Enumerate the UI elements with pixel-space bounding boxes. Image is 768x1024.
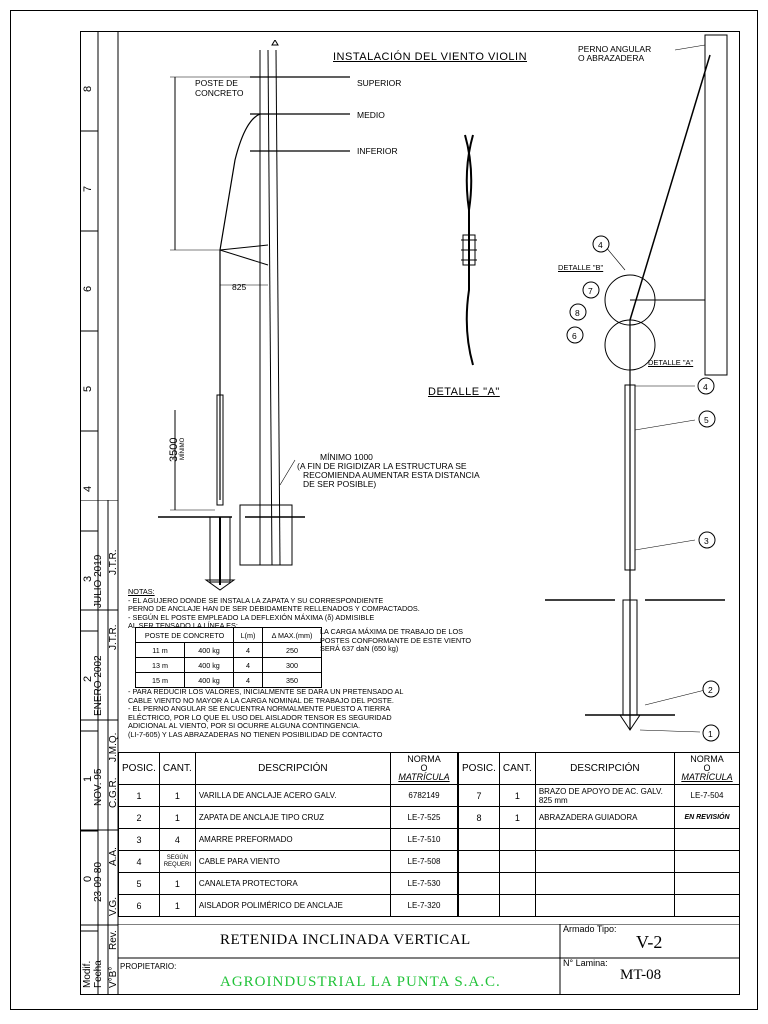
bom-cell: VARILLA DE ANCLAJE ACERO GALV. [195,785,390,807]
poste-label: POSTE DE CONCRETO [195,78,244,98]
load-cell: 4 [234,658,263,673]
bom-cell: LE-7-508 [391,851,458,873]
bom-cell: ZAPATA DE ANCLAJE TIPO CRUZ [195,807,390,829]
note-line: - EL AGUJERO DONDE SE INSTALA LA ZAPATA Y SU CORRESPONDIENTE [128,595,384,605]
carga-line: POSTES CONFORMANTE DE ESTE VIENTO [320,635,472,645]
dim-3500: 3500 [168,437,180,462]
bom-cell: 5 [119,873,160,895]
load-cell: 400 kg [185,673,234,688]
norma-line: O [420,763,428,773]
perno-label: O ABRAZADERA [578,53,645,63]
propietario-label: PROPIETARIO: [120,962,177,971]
notes-title: NOTAS: [128,587,155,596]
callout-4b: 4 [703,382,708,392]
bom-cell: CABLE PARA VIENTO [195,851,390,873]
rev-fecha: NOV. 95 [93,768,104,806]
note-line: AL SER TENSADO LA LÍNEA ES: [128,621,238,631]
bom-cell: AISLADOR POLIMÉRICO DE ANCLAJE [195,895,390,917]
bom-cell: 2 [119,807,160,829]
load-cell: 400 kg [185,658,234,673]
bom-header-desc: DESCRIPCIÓN [195,753,390,785]
rev-label-modif: Modif. [82,960,93,988]
detalle-b-label: DETALLE "B" [558,263,604,272]
callout-5: 5 [704,415,709,425]
table-row [119,873,458,895]
norma-line: NORMA [690,754,724,764]
bom-header-posic: POSIC. [459,753,500,785]
load-cell: 300 [263,658,322,673]
carga-line: SERÁ 637 daN (650 kg) [320,644,399,654]
rev-fecha: JULIO 2019 [93,554,104,608]
bom-cell: BRAZO DE APOYO DE AC. GALV. 825 mm [535,785,674,807]
detalle-a-drawing [455,130,485,370]
table-row [459,807,740,829]
bom-cell: 1 [499,785,535,807]
medio-label: MEDIO [357,110,385,120]
grid-number: 2 [82,675,94,682]
grid-number: 8 [82,85,94,92]
superior-label: SUPERIOR [357,78,402,88]
bom-cell: LE-7-530 [391,873,458,895]
callout-2: 2 [708,685,713,695]
carga-note [320,628,670,654]
load-header: L(m) [234,628,263,643]
load-header: Δ MAX.(mm) [263,628,322,643]
carga-line: LA CARGA MÁXIMA DE TRABAJO DE LOS [320,627,464,636]
grid-number: 1 [82,775,94,782]
bom-cell: AMARRE PREFORMADO [195,829,390,851]
rev-fecha: 23-09-80 [93,861,104,902]
note-line: ADICIONAL AL VIENTO, POR SI OCURRE ALGUNA CONTINGENCIA. [128,721,361,731]
bom-cell: 4 [159,829,195,851]
grid-number: 7 [82,185,94,192]
norma-line: MATRÍCULA [681,772,733,782]
bom-cell: 1 [119,785,160,807]
table-row [119,807,458,829]
callout-7: 7 [588,286,593,296]
table-row [136,673,322,688]
bom-cell: 8 [459,807,500,829]
armado-value: V-2 [636,932,663,952]
minimo-1000: MÍNIMO 1000 [320,452,373,462]
note-line: - SEGÚN EL POSTE EMPLEADO LA DEFLEXIÓN MÁXIMA (δ) ADMISIBLE [128,612,375,622]
bom-cell: 4 [119,851,160,873]
norma-line: MATRÍCULA [398,772,450,782]
load-cell: 15 m [136,673,185,688]
bom-header-norma [391,753,458,785]
bom-cell: 1 [159,873,195,895]
table-row [119,829,458,851]
dim-minimo: MÍNIMO [180,437,186,460]
rev-vb: J.T.R. [108,549,119,575]
detalle-a-label: DETALLE "A" [428,386,500,398]
bom-cell: LE-7-504 [675,785,740,807]
bom-header-norma [675,753,740,785]
load-cell: 350 [263,673,322,688]
note-line: PERNO DE ANCLAJE HAN DE SER DEBIDAMENTE RELLENADOS Y COMPACTADOS. [128,604,420,614]
table-row [459,895,740,917]
bom-cell: CANALETA PROTECTORA [195,873,390,895]
grid-number: 6 [82,285,94,292]
rev-fecha: ENERO 2002 [93,655,104,716]
rev-vb: C.G.R. [108,777,119,808]
bom-cell: ABRAZADERA GUIADORA [535,807,674,829]
note-line: - EL PERNO ANGULAR SE ENCUENTRA NORMALMENTE PUESTO A TIERRA [128,704,391,714]
rev-label-rev: Rev. [108,930,119,950]
grid-number: 0 [82,875,94,882]
armado-label: Armado Tipo: [563,924,617,934]
perno-label: PERNO ANGULAR [578,44,652,54]
rigidizar-note: DE SER POSIBLE) [303,479,377,489]
rigidizar-note: RECOMIENDA AUMENTAR ESTA DISTANCIA [303,470,480,480]
bom-cell: 1 [159,807,195,829]
load-header: POSTE DE CONCRETO [136,628,234,643]
main-pole-drawing [120,40,550,600]
drawing-title: INSTALACIÓN DEL VIENTO VIOLIN [333,51,528,63]
bom-cell: EN REVISIÓN [675,807,740,829]
norma-line: NORMA [407,754,441,764]
callout-3: 3 [704,536,709,546]
bom-header-posic: POSIC. [119,753,160,785]
rev-vb: J.T.R. [108,624,119,650]
table-row [459,851,740,873]
bom-cell: 1 [159,895,195,917]
table-row [459,873,740,895]
table-row [136,658,322,673]
load-cell: 4 [234,673,263,688]
table-row [459,829,740,851]
load-cell: 400 kg [185,643,234,658]
rev-label-vb: V°B° [108,966,119,988]
propietario-value: AGROINDUSTRIAL LA PUNTA S.A.C. [220,974,501,990]
load-cell: 4 [234,643,263,658]
table-row [119,895,458,917]
bom-header-desc: DESCRIPCIÓN [535,753,674,785]
drawing-name: RETENIDA INCLINADA VERTICAL [220,932,471,948]
callout-6: 6 [572,331,577,341]
bom-cell: LE-7-525 [391,807,458,829]
lamina-label: N° Lamina: [563,958,608,968]
bom-cell: LE-7-510 [391,829,458,851]
callout-4: 4 [598,240,603,250]
table-row [459,785,740,807]
grid-number: 5 [82,385,94,392]
notes-block-2 [128,688,478,740]
bom-header-cant: CANT. [159,753,195,785]
load-cell: 250 [263,643,322,658]
bom-cell: 6 [119,895,160,917]
rev-rev: J.M.Q. [108,732,119,762]
bom-table-right [458,752,740,917]
callout-1: 1 [708,729,713,739]
callout-8: 8 [575,308,580,318]
bom-cell: 1 [499,807,535,829]
table-row [119,851,458,873]
lamina-value: MT-08 [620,967,662,983]
rev-vb: V.G. [108,896,119,916]
bom-cell: LE-7-320 [391,895,458,917]
bom-cell: 3 [119,829,160,851]
bom-header-cant: CANT. [499,753,535,785]
load-cell: 13 m [136,658,185,673]
deflection-table [135,627,322,688]
grid-number: 3 [82,575,94,582]
note-line: - PARA REDUCIR LOS VALORES, INICIALMENTE SE DARA UN PRETENSADO AL [128,687,404,696]
dim-825: 825 [232,282,247,292]
table-row [136,643,322,658]
bom-table-left [118,752,458,917]
bom-cell: SEGÚN REQUERI [159,851,195,873]
load-cell: 11 m [136,643,185,658]
bom-cell: 1 [159,785,195,807]
rev-rev: A.A. [108,847,119,866]
rev-label-fecha: Fecha [93,960,104,988]
inferior-label: INFERIOR [357,146,398,156]
detalle-a-small-label: DETALLE "A" [648,358,694,367]
table-row [119,785,458,807]
bom-cell: 6782149 [391,785,458,807]
bom-cell: 7 [459,785,500,807]
norma-line: O [703,763,711,773]
note-line: (LI-7-605) Y LAS ABRAZADERAS NO TIENEN POSIBILIDAD DE CONTACTO [128,729,383,739]
notes-block [128,588,478,631]
rigidizar-note: (A FIN DE RIGIDIZAR LA ESTRUCTURA SE [297,461,467,471]
grid-number: 4 [82,485,94,492]
note-line: CABLE VIENTO NO MAYOR A LA CARGA NOMINAL DE TRABAJO DEL POSTE. [128,695,394,705]
note-line: ELÉCTRICO, POR LO QUE EL USO DEL AISLADOR TENSOR ES SEGURIDAD [128,712,392,722]
